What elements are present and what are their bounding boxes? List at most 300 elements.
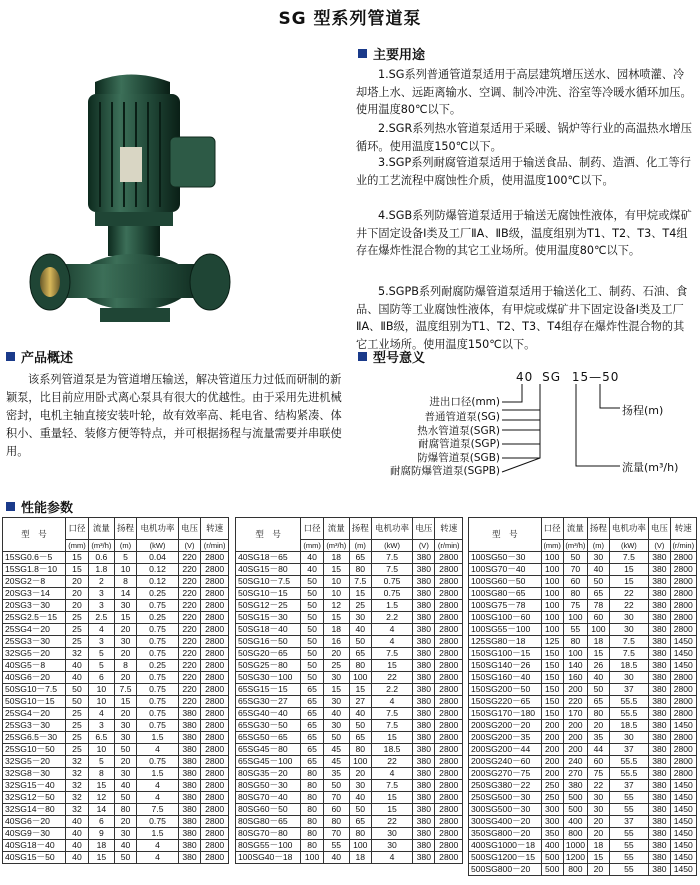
value-cell: 78 [588,600,609,612]
value-cell: 70 [324,792,350,804]
value-cell: 500 [541,852,563,864]
value-cell: 0.25 [137,660,179,672]
table-row [3,660,229,672]
value-cell: 25 [65,732,88,744]
column-header: 转速 [201,518,229,540]
value-cell: 380 [413,612,435,624]
value-cell: 20 [114,648,136,660]
table-row [469,564,697,576]
value-cell: 80 [349,744,371,756]
value-cell: 2800 [435,636,463,648]
value-cell: 1450 [670,660,696,672]
value-cell: 20 [114,756,136,768]
column-header: 转速 [670,518,696,540]
value-cell: 25 [65,708,88,720]
value-cell: 55 [609,852,649,864]
value-cell: 50 [301,672,324,684]
column-header: 型 号 [236,518,301,552]
value-cell: 30 [349,780,371,792]
column-unit: (r/min) [201,540,229,552]
value-cell: 15 [371,804,412,816]
value-cell: 10 [88,684,114,696]
value-cell: 25 [324,660,350,672]
model-cell: 50SG12－25 [236,600,301,612]
value-cell: 1450 [670,828,696,840]
value-cell: 3 [88,636,114,648]
value-cell: 4 [371,852,412,864]
value-cell: 2800 [435,744,463,756]
value-cell: 32 [65,768,88,780]
value-cell: 1200 [563,852,588,864]
value-cell: 15 [324,684,350,696]
value-cell: 2800 [435,696,463,708]
value-cell: 7.5 [609,552,649,564]
value-cell: 2800 [201,732,229,744]
model-cell: 50SG18－40 [236,624,301,636]
model-cell: 40SG9－30 [3,828,66,840]
value-cell: 20 [114,816,136,828]
table-row [236,840,463,852]
value-cell: 25 [65,624,88,636]
model-cell: 80SG50－30 [236,780,301,792]
value-cell: 2800 [670,672,696,684]
model-cell: 65SG45－100 [236,756,301,768]
value-cell: 300 [541,804,563,816]
value-cell: 20 [588,828,609,840]
model-cell: 32SG14－80 [3,804,66,816]
table-row [469,588,697,600]
meaning-heading: 型号意义 [358,347,425,366]
value-cell: 2800 [201,624,229,636]
value-cell: 50 [301,588,324,600]
value-cell: 380 [413,708,435,720]
value-cell: 380 [413,744,435,756]
value-cell: 220 [178,648,200,660]
meaning-lines [500,380,640,480]
value-cell: 380 [413,684,435,696]
value-cell: 60 [324,804,350,816]
value-cell: 18.5 [371,744,412,756]
value-cell: 7.5 [609,636,649,648]
value-cell: 6 [88,816,114,828]
value-cell: 18 [88,840,114,852]
value-cell: 220 [178,564,200,576]
value-cell: 800 [563,864,588,876]
value-cell: 140 [563,660,588,672]
value-cell: 1.5 [137,768,179,780]
model-cell: 50SG20－65 [236,648,301,660]
column-header: 扬程 [588,518,609,540]
value-cell: 380 [649,840,670,852]
value-cell: 60 [588,756,609,768]
table-row [236,708,463,720]
value-cell: 15 [609,564,649,576]
value-cell: 220 [178,552,200,564]
value-cell: 2800 [670,552,696,564]
value-cell: 1.8 [88,564,114,576]
table-row [469,672,697,684]
model-cell: 400SG1000－18 [469,840,542,852]
model-cell: 25SG2.5－15 [3,612,66,624]
value-cell: 2800 [435,708,463,720]
label-sg: 普通管道泵(SG) [424,411,500,423]
value-cell: 4 [137,744,179,756]
value-cell: 270 [563,768,588,780]
value-cell: 20 [588,816,609,828]
value-cell: 20 [114,624,136,636]
value-cell: 50 [114,744,136,756]
value-cell: 65 [301,708,324,720]
value-cell: 0.75 [371,576,412,588]
column-header: 型 号 [3,518,66,552]
value-cell: 15 [588,648,609,660]
value-cell: 160 [563,672,588,684]
value-cell: 65 [349,552,371,564]
value-cell: 50 [588,684,609,696]
value-cell: 380 [178,756,200,768]
value-cell: 380 [178,780,200,792]
value-cell: 30 [588,804,609,816]
table-row [469,756,697,768]
table-row [236,732,463,744]
value-cell: 7.5 [371,564,412,576]
table-row [3,552,229,564]
value-cell: 2800 [435,828,463,840]
value-cell: 220 [563,696,588,708]
model-cell: 25SG4－20 [3,708,66,720]
uses-item-4: 4.SGB系列防爆管道泵适用于输送无腐蚀性液体，有甲烷或煤矿井下固定设备Ⅰ类及工厂ⅡA、ⅡB级，温度组别为T1、T2、T3、T4组存在爆炸性混合物的其它工业场所。使用温度80℃以下。 [356,209,692,257]
column-unit: (kW) [371,540,412,552]
value-cell: 30 [324,720,350,732]
value-cell: 9 [88,828,114,840]
table-row [236,828,463,840]
params-table-1 [2,517,229,864]
uses-item-5: 5.SGPB系列耐腐防爆管道泵适用于输送化工、制药、石油、食品、国防等工业腐蚀性液体，有甲烷或煤矿井下固定设备Ⅰ类及工厂ⅡA、ⅡB级，温度组别为T1、T2、T3、T4组存在爆炸性混合物的其它工业场所。使用温度150℃以下。 [356,285,688,351]
value-cell: 100 [541,612,563,624]
table-row [469,624,697,636]
model-cell: 50SG10－15 [236,588,301,600]
table-row [469,768,697,780]
value-cell: 50 [324,780,350,792]
params-table-3 [468,517,697,876]
value-cell: 30 [324,696,350,708]
value-cell: 1450 [670,816,696,828]
value-cell: 100 [349,672,371,684]
value-cell: 8 [114,576,136,588]
model-cell: 100SG100－60 [469,612,542,624]
value-cell: 0.25 [137,588,179,600]
value-cell: 100 [301,852,324,864]
value-cell: 2800 [435,588,463,600]
value-cell: 2800 [435,564,463,576]
value-cell: 30 [588,792,609,804]
value-cell: 380 [178,816,200,828]
value-cell: 380 [649,672,670,684]
table-row [469,804,697,816]
model-cell: 32SG5－20 [3,648,66,660]
value-cell: 30 [114,768,136,780]
value-cell: 220 [178,684,200,696]
value-cell: 1450 [670,840,696,852]
table-row [3,828,229,840]
value-cell: 65 [301,732,324,744]
column-unit: (m³/h) [88,540,114,552]
value-cell: 150 [541,696,563,708]
value-cell: 250 [541,780,563,792]
table-row [469,576,697,588]
column-header: 口径 [301,518,324,540]
model-cell: 20SG2－8 [3,576,66,588]
value-cell: 2800 [201,672,229,684]
value-cell: 22 [371,816,412,828]
table-row [236,852,463,864]
value-cell: 40 [349,624,371,636]
value-cell: 380 [413,552,435,564]
value-cell: 2800 [670,732,696,744]
value-cell: 37 [609,816,649,828]
table-row [469,852,697,864]
table-row [236,768,463,780]
column-unit: (V) [413,540,435,552]
value-cell: 7.5 [114,684,136,696]
table-row [236,576,463,588]
pump-image [20,52,240,342]
value-cell: 2800 [435,576,463,588]
model-cell: 100SG70－40 [469,564,542,576]
value-cell: 380 [649,816,670,828]
value-cell: 380 [649,564,670,576]
table-row [3,732,229,744]
value-cell: 80 [349,564,371,576]
model-cell: 20SG3－14 [3,588,66,600]
column-unit: (kW) [609,540,649,552]
value-cell: 200 [563,720,588,732]
value-cell: 220 [178,588,200,600]
code-flow: 15 [571,370,590,384]
section-square-icon [358,49,367,58]
value-cell: 380 [649,792,670,804]
section-square-icon [6,352,15,361]
value-cell: 100 [563,648,588,660]
value-cell: 15 [324,564,350,576]
value-cell: 18 [588,840,609,852]
value-cell: 1450 [670,864,696,876]
model-cell: 15SG1.8－10 [3,564,66,576]
value-cell: 2800 [201,744,229,756]
model-cell: 40SG6－20 [3,816,66,828]
value-cell: 40 [588,672,609,684]
value-cell: 200 [541,768,563,780]
value-cell: 2800 [670,768,696,780]
table-row [3,588,229,600]
column-unit: (m) [588,540,609,552]
table-row [3,636,229,648]
label-sgpb: 耐腐防爆管道泵(SGPB) [389,465,500,477]
uses-item-3: 3.SGP系列耐腐管道泵适用于输送食品、制药、造酒、化工等行业的工艺流程中腐蚀性介质，使用温度100℃以下。 [356,156,691,187]
value-cell: 40 [324,852,350,864]
value-cell: 100 [541,624,563,636]
value-cell: 15 [114,612,136,624]
value-cell: 2800 [435,816,463,828]
model-cell: 65SG30－27 [236,696,301,708]
value-cell: 380 [649,600,670,612]
value-cell: 7.5 [371,720,412,732]
model-cell: 150SG200－50 [469,684,542,696]
table-row [469,552,697,564]
value-cell: 30 [609,732,649,744]
value-cell: 380 [413,720,435,732]
value-cell: 4 [88,708,114,720]
table-row [236,816,463,828]
value-cell: 5 [88,648,114,660]
value-cell: 380 [413,588,435,600]
value-cell: 380 [413,660,435,672]
table-row [3,792,229,804]
value-cell: 2800 [201,636,229,648]
value-cell: 30 [114,636,136,648]
value-cell: 55 [609,840,649,852]
value-cell: 150 [541,684,563,696]
value-cell: 2800 [201,780,229,792]
column-unit: (V) [649,540,670,552]
model-cell: 50SG15－30 [236,612,301,624]
value-cell: 65 [349,816,371,828]
value-cell: 2800 [435,852,463,864]
value-cell: 15 [65,564,88,576]
model-cell: 50SG30－100 [236,672,301,684]
column-header: 流量 [563,518,588,540]
value-cell: 15 [371,660,412,672]
value-cell: 0.12 [137,576,179,588]
table-row [3,684,229,696]
value-cell: 2 [88,576,114,588]
table-row [236,636,463,648]
value-cell: 50 [301,636,324,648]
model-cell: 32SG15－40 [3,780,66,792]
value-cell: 400 [563,816,588,828]
value-cell: 1.5 [137,732,179,744]
table-row [236,696,463,708]
value-cell: 55.5 [609,696,649,708]
value-cell: 65 [301,696,324,708]
table-row [236,612,463,624]
value-cell: 65 [588,588,609,600]
column-header: 电机功率 [609,518,649,540]
value-cell: 2800 [201,720,229,732]
value-cell: 4 [88,624,114,636]
value-cell: 40 [65,828,88,840]
value-cell: 1000 [563,840,588,852]
value-cell: 20 [588,864,609,876]
column-header: 流量 [88,518,114,540]
label-head: 扬程(m) [622,404,664,417]
value-cell: 30 [609,672,649,684]
value-cell: 2800 [435,780,463,792]
value-cell: 80 [349,660,371,672]
value-cell: 40 [65,672,88,684]
model-cell: 25SG3－30 [3,720,66,732]
uses-item-2: 2.SGR系列热水管道泵适用于采暖、锅炉等行业的高温热水增压循环。使用温度150℃以下。 [356,122,692,153]
overview-heading: 产品概述 [6,347,73,366]
value-cell: 0.75 [137,648,179,660]
table-row [469,864,697,876]
value-cell: 220 [178,636,200,648]
value-cell: 30 [114,828,136,840]
value-cell: 30 [114,732,136,744]
value-cell: 200 [541,720,563,732]
code-series: SG [542,370,562,384]
value-cell: 30 [609,612,649,624]
value-cell: 2800 [435,660,463,672]
value-cell: 2800 [670,576,696,588]
model-cell: 100SG60－50 [469,576,542,588]
value-cell: 55 [563,624,588,636]
table-row [236,672,463,684]
table-row [236,588,463,600]
value-cell: 380 [413,792,435,804]
value-cell: 3 [88,588,114,600]
value-cell: 380 [649,624,670,636]
value-cell: 20 [114,708,136,720]
value-cell: 8 [88,768,114,780]
value-cell: 380 [178,768,200,780]
value-cell: 50 [65,684,88,696]
model-cell: 40SG15－80 [236,564,301,576]
table-row [469,684,697,696]
model-cell: 32SG12－50 [3,792,66,804]
table-row [236,804,463,816]
value-cell: 0.04 [137,552,179,564]
value-cell: 2800 [435,840,463,852]
value-cell: 25 [65,720,88,732]
model-cell: 80SG60－50 [236,804,301,816]
value-cell: 20 [349,768,371,780]
value-cell: 4 [371,624,412,636]
value-cell: 2800 [201,852,229,864]
model-cell: 32SG8－30 [3,768,66,780]
table-row [236,564,463,576]
model-cell: 65SG15－15 [236,684,301,696]
value-cell: 10 [324,576,350,588]
code-caliber: 40 [516,370,534,384]
value-cell: 2800 [670,756,696,768]
model-cell: 50SG10－15 [3,696,66,708]
value-cell: 32 [65,792,88,804]
value-cell: 2800 [201,600,229,612]
value-cell: 2800 [201,684,229,696]
model-cell: 150SG220－65 [469,696,542,708]
table-row [469,792,697,804]
table-row [469,696,697,708]
value-cell: 380 [413,672,435,684]
value-cell: 80 [349,828,371,840]
value-cell: 44 [588,744,609,756]
model-cell: 100SG80－65 [469,588,542,600]
value-cell: 200 [541,732,563,744]
value-cell: 12 [88,792,114,804]
value-cell: 60 [563,576,588,588]
value-cell: 380 [649,588,670,600]
value-cell: 380 [413,648,435,660]
value-cell: 30 [609,624,649,636]
value-cell: 0.75 [137,708,179,720]
value-cell: 4 [137,780,179,792]
table-row [469,648,697,660]
value-cell: 65 [301,684,324,696]
value-cell: 380 [178,708,200,720]
model-cell: 150SG170－180 [469,708,542,720]
value-cell: 380 [649,864,670,876]
